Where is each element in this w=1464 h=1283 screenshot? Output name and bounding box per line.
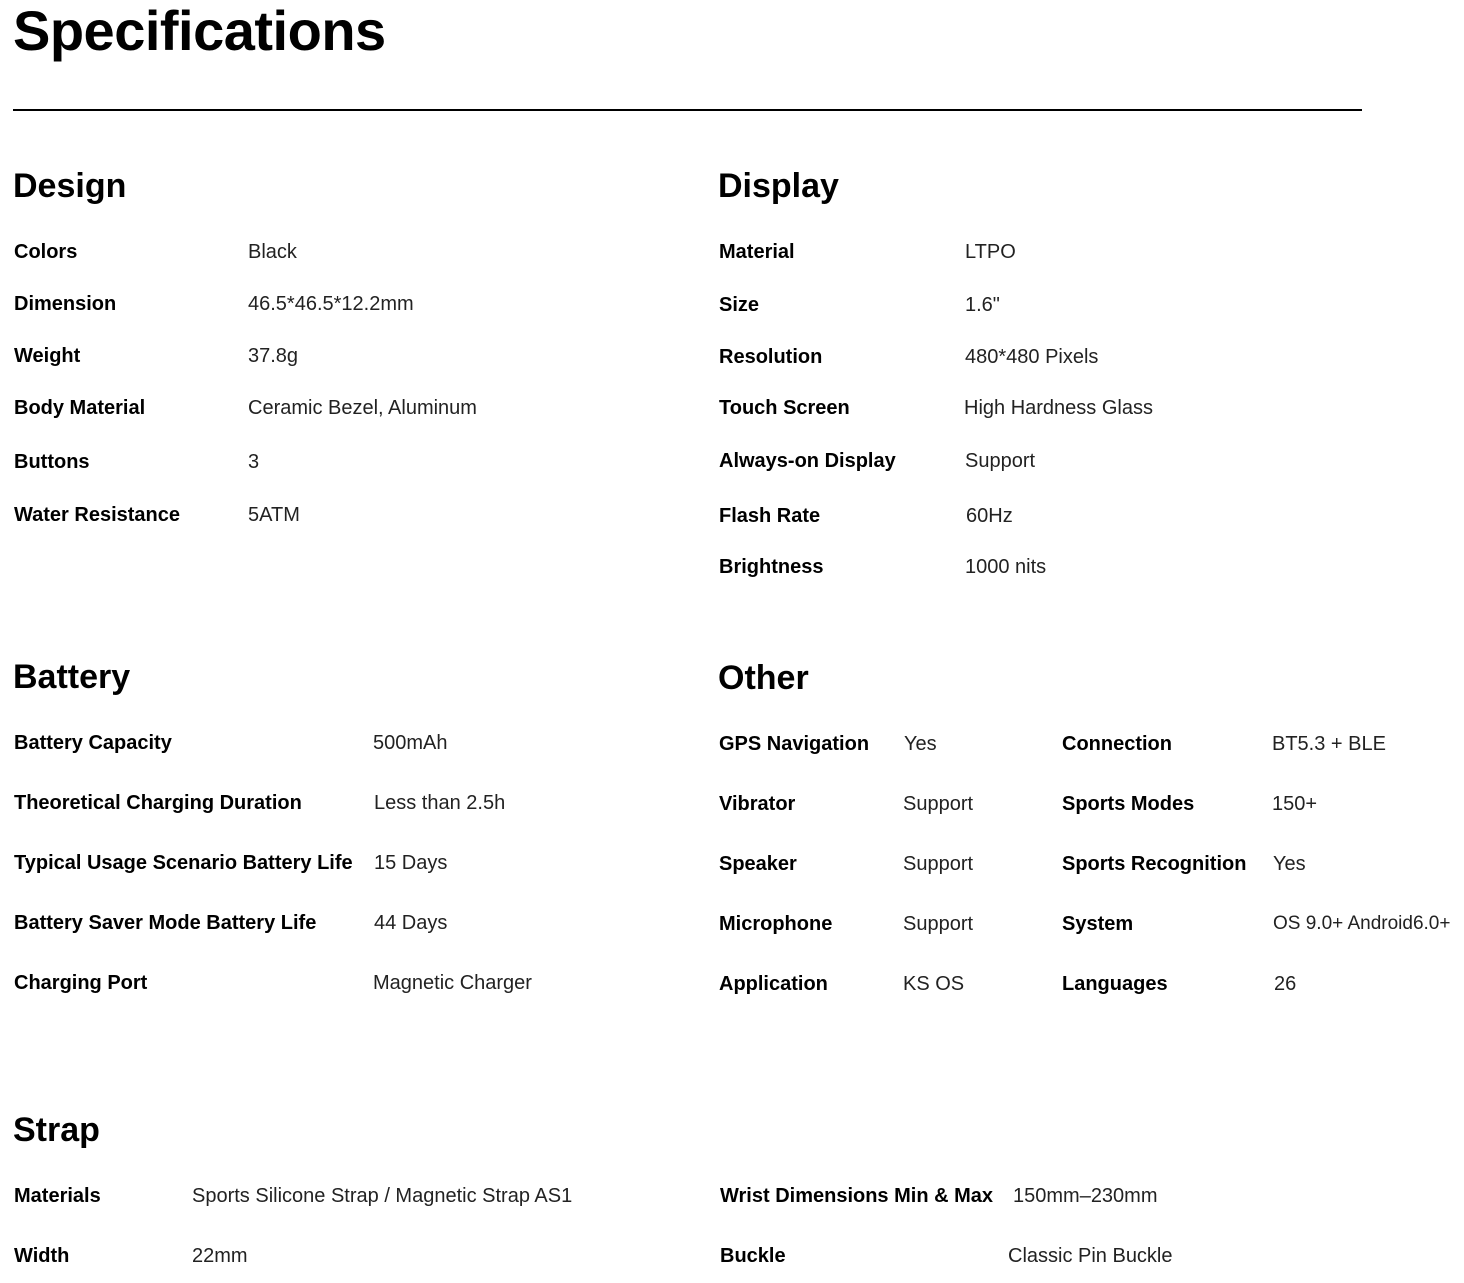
spec-value: 3 <box>248 451 260 473</box>
spec-label: Microphone <box>719 913 833 935</box>
spec-label: Brightness <box>719 556 824 578</box>
page-title: Specifications <box>13 0 386 62</box>
spec-value: Support <box>903 853 974 875</box>
spec-label: Resolution <box>719 346 823 368</box>
spec-value: Less than 2.5h <box>374 792 506 814</box>
spec-value: 480*480 Pixels <box>965 346 1099 368</box>
spec-value: 46.5*46.5*12.2mm <box>248 293 414 315</box>
spec-label: Speaker <box>719 853 797 875</box>
spec-label: Connection <box>1062 733 1172 755</box>
spec-value: 1000 nits <box>965 556 1047 578</box>
spec-label: Typical Usage Scenario Battery Life <box>14 852 353 874</box>
spec-value: Black <box>248 241 297 263</box>
design-heading: Design <box>13 167 127 205</box>
spec-label: Material <box>719 241 795 263</box>
spec-label: Flash Rate <box>719 505 821 527</box>
spec-value: Classic Pin Buckle <box>1008 1245 1173 1267</box>
spec-label: Weight <box>14 345 81 367</box>
spec-label: Always-on Display <box>719 450 896 472</box>
spec-value: 44 Days <box>374 912 448 934</box>
spec-label: Languages <box>1062 973 1168 995</box>
spec-value: Ceramic Bezel, Aluminum <box>248 397 477 419</box>
spec-label: Dimension <box>14 293 117 315</box>
spec-label: GPS Navigation <box>719 733 870 755</box>
spec-label: Width <box>14 1245 70 1267</box>
spec-label: Battery Saver Mode Battery Life <box>14 912 317 934</box>
spec-label: Theoretical Charging Duration <box>14 792 302 814</box>
spec-value: 37.8g <box>248 345 299 367</box>
spec-label: System <box>1062 913 1134 935</box>
spec-label: Buttons <box>14 451 90 473</box>
spec-value: LTPO <box>965 241 1016 263</box>
strap-heading: Strap <box>13 1111 100 1149</box>
spec-value: 60Hz <box>966 505 1013 527</box>
display-heading: Display <box>718 167 839 205</box>
spec-label: Application <box>719 973 828 995</box>
spec-label: Sports Modes <box>1062 793 1195 815</box>
spec-value: High Hardness Glass <box>964 397 1153 419</box>
spec-label: Colors <box>14 241 78 263</box>
spec-label: Body Material <box>14 397 146 419</box>
spec-label: Touch Screen <box>719 397 850 419</box>
spec-value: Support <box>903 913 974 935</box>
spec-value: 22mm <box>192 1245 248 1267</box>
spec-value: KS OS <box>903 973 965 995</box>
spec-value: Yes <box>904 733 937 755</box>
spec-value: 150mm–230mm <box>1013 1185 1158 1207</box>
spec-value: 26 <box>1274 973 1297 995</box>
spec-label: Charging Port <box>14 972 148 994</box>
spec-label: Size <box>719 294 760 316</box>
spec-value: BT5.3 + BLE <box>1272 733 1386 755</box>
spec-label: Sports Recognition <box>1062 853 1247 875</box>
spec-value: Yes <box>1273 853 1306 875</box>
spec-label: Materials <box>14 1185 101 1207</box>
battery-heading: Battery <box>13 658 131 696</box>
spec-value: 150+ <box>1272 793 1318 815</box>
title-divider <box>13 109 1362 111</box>
spec-value: Support <box>903 793 974 815</box>
spec-label: Wrist Dimensions Min & Max <box>720 1185 994 1207</box>
spec-value: 500mAh <box>373 732 448 754</box>
spec-value: 5ATM <box>248 504 300 526</box>
spec-label: Battery Capacity <box>14 732 172 754</box>
spec-value: Sports Silicone Strap / Magnetic Strap AS1 <box>192 1185 573 1207</box>
spec-value: Magnetic Charger <box>373 972 532 994</box>
spec-value: OS 9.0+ Android6.0+ <box>1273 913 1451 934</box>
spec-label: Water Resistance <box>14 504 180 526</box>
spec-value: Support <box>965 450 1036 472</box>
spec-value: 1.6" <box>965 294 1000 316</box>
other-heading: Other <box>718 659 809 697</box>
spec-value: 15 Days <box>374 852 448 874</box>
spec-label: Vibrator <box>719 793 796 815</box>
spec-label: Buckle <box>720 1245 786 1267</box>
